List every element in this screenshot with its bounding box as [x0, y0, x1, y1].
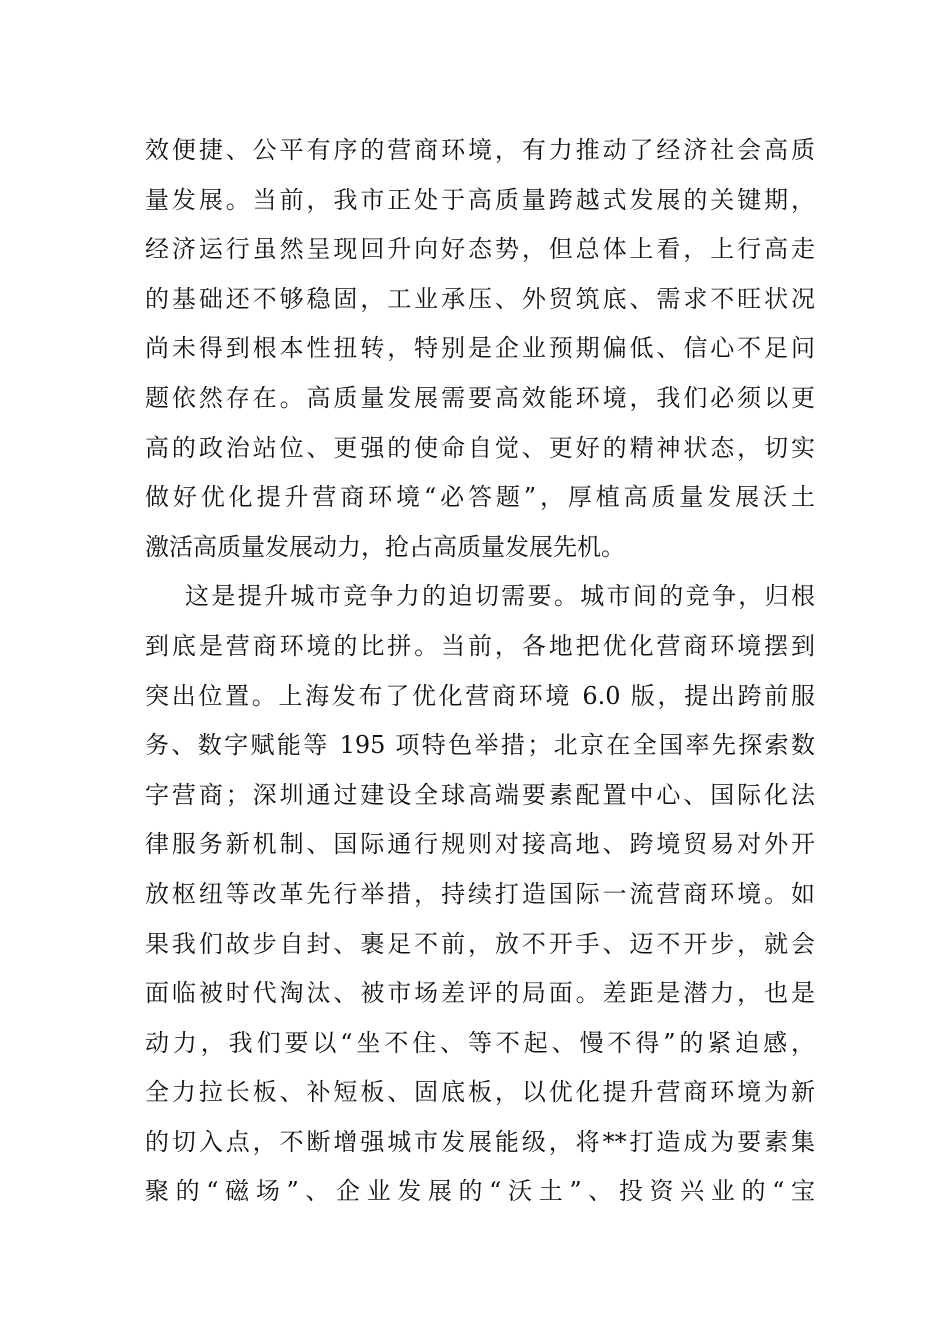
text-line: 聚的“磁场”、企业发展的“沃土”、投资兴业的“宝 [145, 1177, 815, 1206]
text-line: 效便捷、公平有序的营商环境，有力推动了经济社会高质 [145, 136, 815, 164]
text-line: 突出位置。上海发布了优化营商环境 6.0 版，提出跨前服 [145, 681, 815, 710]
text-line: 到底是营商环境的比拼。当前，各地把优化营商环境摆到 [145, 631, 815, 660]
text-line: 经济运行虽然呈现回升向好态势，但总体上看，上行高走 [145, 235, 815, 264]
text-line: 做好优化提升营商环境“必答题”，厚植高质量发展沃土 [145, 483, 815, 512]
paragraph-first-line: 这是提升城市竞争力的迫切需要。城市间的竞争，归根 [185, 582, 815, 611]
text-line: 全力拉长板、补短板、固底板，以优化提升营商环境为新 [145, 1078, 815, 1107]
text-line: 量发展。当前，我市正处于高质量跨越式发展的关键期， [145, 185, 815, 214]
body-text [145, 126, 815, 1217]
text-line: 高的政治站位、更强的使命自觉、更好的精神状态，切实 [145, 433, 815, 462]
text-line: 面临被时代淘汰、被市场差评的局面。差距是潜力，也是 [145, 979, 815, 1008]
paragraph-end-line: 激活高质量发展动力，抢占高质量发展先机。 [145, 532, 625, 561]
text-line: 务、数字赋能等 195 项特色举措；北京在全国率先探索数 [145, 731, 815, 760]
text-line: 字营商；深圳通过建设全球高端要素配置中心、国际化法 [145, 780, 815, 809]
text-line: 果我们故步自封、裹足不前，放不开手、迈不开步，就会 [145, 929, 815, 958]
text-line: 律服务新机制、国际通行规则对接高地、跨境贸易对外开 [145, 830, 815, 859]
text-line: 尚未得到根本性扭转，特别是企业预期偏低、信心不足问 [145, 334, 815, 363]
text-line: 放枢纽等改革先行举措，持续打造国际一流营商环境。如 [145, 879, 815, 908]
text-line: 题依然存在。高质量发展需要高效能环境，我们必须以更 [145, 383, 815, 412]
text-line: 动力，我们要以“坐不住、等不起、慢不得”的紧迫感， [145, 1028, 815, 1057]
text-line: 的切入点，不断增强城市发展能级，将**打造成为要素集 [145, 1127, 815, 1156]
text-line: 的基础还不够稳固，工业承压、外贸筑底、需求不旺状况 [145, 284, 815, 313]
